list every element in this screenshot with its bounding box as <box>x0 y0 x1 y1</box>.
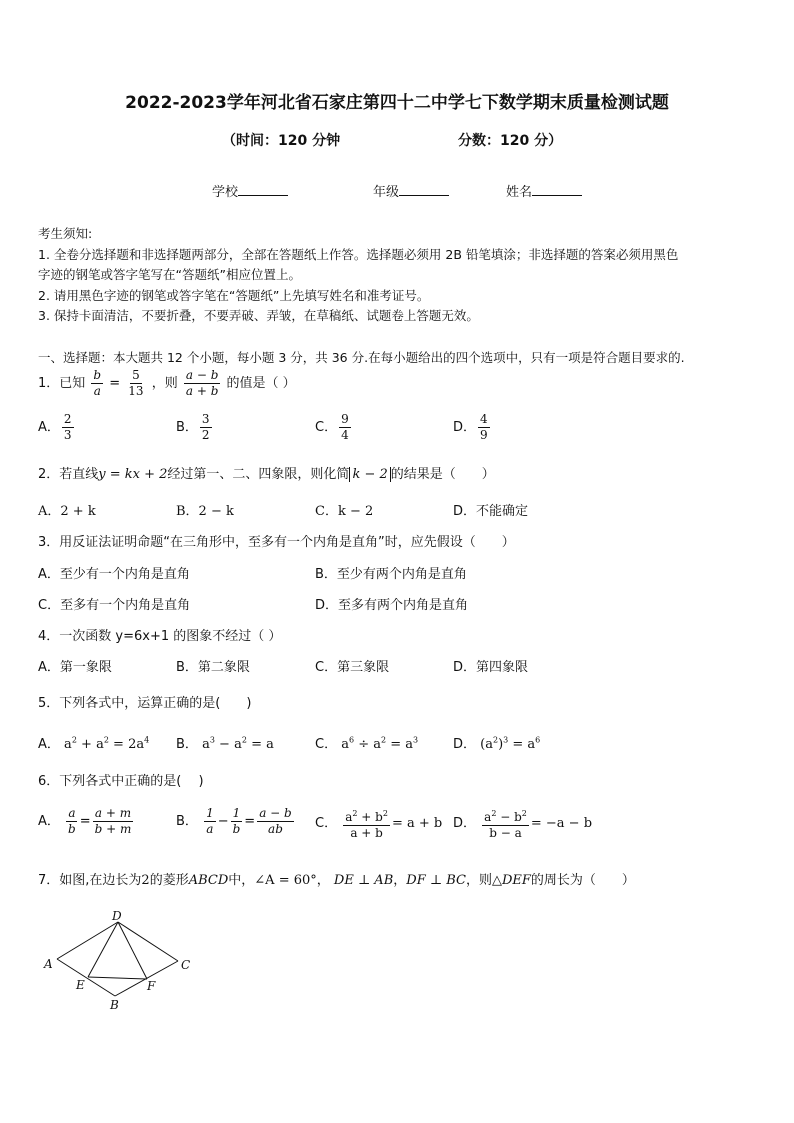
q5-option-d[interactable]: D． $(a^2)^3 = a^6$ <box>453 735 541 752</box>
q5-option-c[interactable]: C． $a^6 \div a^2 = a^3$ <box>315 735 419 752</box>
q3-option-a[interactable]: A．至少有一个内角是直角 <box>38 567 190 582</box>
q3-option-b[interactable]: B．至少有两个内角是直角 <box>315 567 467 582</box>
q1-option-b[interactable]: B． $\frac{3}{2}$ <box>176 412 210 442</box>
exam-title: 2022-2023学年河北省石家庄第四十二中学七下数学期末质量检测试题 <box>125 93 669 113</box>
notice-item-3: 3. 保持卡面清洁，不要折叠，不要弄破、弄皱，在草稿纸、试题卷上答题无效。 <box>38 308 479 323</box>
grade-field <box>373 181 449 200</box>
rhombus-figure <box>40 905 200 1015</box>
segment-df <box>118 922 147 979</box>
q6-option-b[interactable]: B． $\frac{1}{a}$ − $\frac{1}{b}$ = $\frac{a - b}{ab}$ <box>176 806 292 836</box>
label-f: F <box>147 979 156 993</box>
grade-label: 年级 <box>373 185 400 200</box>
notice-item-1-cont: 字迹的钢笔或答字笔写在“答题纸”相应位置上。 <box>38 267 301 282</box>
q6-option-a[interactable]: A． $\frac{a}{b}$ = $\frac{a + m}{b + m}$ <box>38 806 132 836</box>
q1-prefix: 1．已知 <box>38 376 86 391</box>
question-7: 7．如图,在边长为2的菱形ABCD中，∠A = 60°， DE ⊥ AB，DF ⊥ BC，则△DEF的周长为（ ） <box>38 873 635 888</box>
q2-option-b[interactable]: B．2 − k <box>176 504 234 519</box>
q1-frac-2: $\frac{5}{13}$ <box>128 368 144 398</box>
q2-option-c[interactable]: C．k − 2 <box>315 504 374 519</box>
section-1-heading: 一、选择题：本大题共 12 个小题，每小题 3 分，共 36 分.在每小题给出的四个选项中，只有一项是符合题目要求的. <box>38 350 685 365</box>
q1-option-d[interactable]: D． $\frac{4}{9}$ <box>453 412 488 442</box>
q1-option-a[interactable]: A． $\frac{2}{3}$ <box>38 412 72 442</box>
question-3: 3．用反证法证明命题“在三角形中，至多有一个内角是直角”时，应先假设（ ） <box>38 535 515 550</box>
grade-blank[interactable] <box>399 183 449 196</box>
label-b: B <box>110 998 119 1012</box>
q1-suffix: 的值是（ ） <box>226 376 296 391</box>
q1-frac-1: $\frac{b}{a}$ <box>93 368 102 398</box>
label-a: A <box>44 957 53 971</box>
edge-dc <box>118 922 178 961</box>
label-c: C <box>181 958 191 972</box>
edge-ad <box>57 922 118 959</box>
q4-option-b[interactable]: B．第二象限 <box>176 660 250 675</box>
school-blank[interactable] <box>238 183 288 196</box>
question-2: 2．若直线y = kx + 2经过第一、二、四象限，则化简 k − 2 的结果是（ ） <box>38 467 495 482</box>
notice-item-2: 2. 请用黑色字迹的钢笔或答字笔在“答题纸”上先填写姓名和准考证号。 <box>38 288 430 303</box>
notice-heading: 考生须知: <box>38 226 93 241</box>
q3-option-c[interactable]: C．至多有一个内角是直角 <box>38 598 191 613</box>
q1-eq: = <box>109 376 121 391</box>
q2-option-a[interactable]: A．2 + k <box>38 504 96 519</box>
label-e: E <box>76 978 85 992</box>
q2-line-expr: y = kx + 2 <box>98 467 168 482</box>
question-4: 4．一次函数 y=6x+1 的图象不经过（ ） <box>38 629 282 644</box>
q2-option-d[interactable]: D．不能确定 <box>453 504 529 519</box>
name-label: 姓名 <box>506 185 533 200</box>
segment-de <box>88 922 118 977</box>
notice-item-1: 1. 全卷分选择题和非选择题两部分，全部在答题纸上作答。选择题必须用 2B 铅笔填涂；非选择题的答案必须用黑色 <box>38 247 679 262</box>
q1-option-c[interactable]: C． $\frac{9}{4}$ <box>315 412 349 442</box>
question-5: 5．下列各式中，运算正确的是( ) <box>38 696 252 711</box>
label-d: D <box>112 909 122 923</box>
segment-ef <box>88 977 147 979</box>
exam-time: （时间：120 分钟 <box>222 133 341 149</box>
q4-option-a[interactable]: A．第一象限 <box>38 660 112 675</box>
q6-option-c[interactable]: C． $\frac{a^2 + b^2}{a + b}$ = a + b <box>315 806 442 841</box>
q1-mid: ，则 <box>151 376 178 391</box>
name-field <box>506 181 582 200</box>
q4-option-c[interactable]: C．第三象限 <box>315 660 390 675</box>
q3-option-d[interactable]: D．至多有两个内角是直角 <box>315 598 469 613</box>
school-field <box>212 181 288 200</box>
school-label: 学校 <box>212 185 239 200</box>
question-6: 6．下列各式中正确的是( ) <box>38 774 204 789</box>
exam-score: 分数：120 分） <box>458 133 563 149</box>
q1-frac-3: $\frac{a - b}{a + b}$ <box>185 368 219 398</box>
q5-option-b[interactable]: B． $a^3 - a^2 = a$ <box>176 735 274 752</box>
q6-option-d[interactable]: D． $\frac{a^2 - b^2}{b - a}$ = −a − b <box>453 806 592 841</box>
q4-option-d[interactable]: D．第四象限 <box>453 660 529 675</box>
q2-abs-expr: k − 2 <box>349 467 390 482</box>
question-1 <box>38 368 296 399</box>
q5-option-a[interactable]: A． $a^2 + a^2 = 2a^4$ <box>38 735 150 752</box>
name-blank[interactable] <box>532 183 582 196</box>
